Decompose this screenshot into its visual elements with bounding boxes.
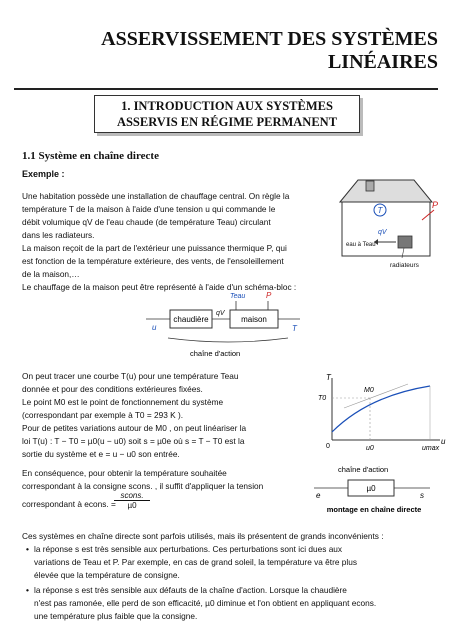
chain-e-label: e [316,491,321,500]
chain-caption: montage en chaîne directe [326,505,422,514]
p2-line: donnée et pour des conditions extérieures fixées. [22,384,203,394]
p2-line: (correspondant par exemple à T0 = 293 K ). [22,410,184,420]
block-diagram [140,290,320,362]
graph-T0-label: T0 [318,395,327,402]
house-eau-label: eau à Teau [346,242,376,248]
section-line-2: ASSERVIS EN RÉGIME PERMANENT [116,115,338,129]
p2-line: Pour de petites variations autour de M0 , on peut linéariser la [22,423,247,433]
paragraph-4: Ces systèmes en chaîne directe sont parfois utilisés, mais ils présentent de grands inconvénients : [22,531,384,541]
house-P-label: P [432,200,439,210]
graph-u0-label: u0 [366,445,374,452]
subsection-heading: 1.1 Système en chaîne directe [22,150,159,162]
p2-line: sortie du système et e = u − u0 son entrée. [22,449,180,459]
chain-s-label: s [420,491,424,500]
b1-line: élevée que la température de consigne. [34,570,180,580]
chaudiere-label: chaudière [173,315,209,324]
b2-line: • la réponse s est très sensible aux défauts de la chaîne d'action. Lorsque la chaudière [34,585,347,595]
p2-line: On peut tracer une courbe T(u) pour une température Teau [22,371,239,381]
fraction-numerator: scons. [114,491,150,501]
p3-line: En conséquence, pour obtenir la température souhaitée [22,468,227,478]
b2-line: n'est pas ramonée, elle perd de son efficacité, µ0 diminue et l'on obtient en appliquant econs. [34,598,377,608]
block-P-label: P [266,291,272,300]
page-title [58,28,438,74]
p1-line: de la maison,… [22,269,80,279]
b2-line: une température plus faible que la consigne. [34,611,198,621]
paragraph-1 [22,190,322,294]
p2-line: Le point M0 est le point de fonctionnement du système [22,397,224,407]
graph-zero-label: 0 [326,443,330,450]
block-T-label: T [292,324,297,333]
p1-line: Une habitation possède une installation de chauffage central. On règle la [22,191,290,201]
section-line-1: 1. INTRODUCTION AUX SYSTÈMES [121,99,333,113]
example-label: Exemple : [22,169,65,179]
p2-line: loi T(u) : T − T0 = µ0(u − u0) soit s = µ0e où s = T − T0 est la [22,436,245,446]
fraction [114,491,150,510]
mu-label: µ0 [366,484,376,493]
p3-last-line: correspondant à econs. = [22,499,116,509]
p1-line: est fonction de la température extérieure, des vents, de l'ensoleillement [22,256,284,266]
block-u-label: u [152,323,157,332]
graph-umax-label: umax [422,445,440,452]
p3-line: correspondant à la consigne scons. , il suffit d'appliquer la tension [22,481,264,491]
house-roof [340,180,432,202]
b1-line: variations de Teau et P. Par exemple, en cas de grand soleil, la température va être plus [34,557,357,567]
house-qv-label: qV [378,229,387,236]
bullet-2 [34,584,434,623]
p1-line: débit volumique qV de l'eau chaude (de température Teau) circulant [22,217,271,227]
p1-line: Le chauffage de la maison peut être représenté à l'aide d'un schéma-bloc : [22,282,297,292]
direct-chain-diagram [304,464,444,516]
graph-u-label: u [441,437,446,446]
Tu-graph [318,372,446,456]
title-rule [14,88,438,90]
graph-T-label: T [326,373,331,382]
house-T-label: T [377,206,383,215]
b1-line: • la réponse s est très sensible aux perturbations. Ces perturbations sont ici dues aux [34,544,343,554]
title-line-1: ASSERVISSEMENT DES SYSTÈMES [101,28,438,50]
radiators-label: radiateurs [390,262,419,269]
graph-M0-label: M0 [364,387,374,394]
chain-small-label: chaîne d'action [338,465,389,474]
house-diagram [334,176,444,272]
title-line-2: LINÉAIRES [327,51,438,73]
bullet-1 [34,543,434,582]
Tu-curve [332,386,430,432]
chimney [366,181,374,191]
paragraph-2 [22,370,322,461]
p1-line: température T de la maison à l'aide d'une tension u qui commande le [22,204,276,214]
section-heading [94,95,360,133]
block-qv-label: qV [216,310,225,317]
fraction-denominator: µ0 [127,501,137,510]
chain-label: chaîne d'action [190,349,241,358]
radiator-icon [398,236,412,248]
p1-line: La maison reçoit de la part de l'extérieur une puissance thermique P, qui [22,243,287,253]
maison-label: maison [241,315,267,324]
block-Teau-label: Teau [230,293,246,300]
p1-line: dans les radiateurs. [22,230,95,240]
paragraph-3 [22,467,312,493]
